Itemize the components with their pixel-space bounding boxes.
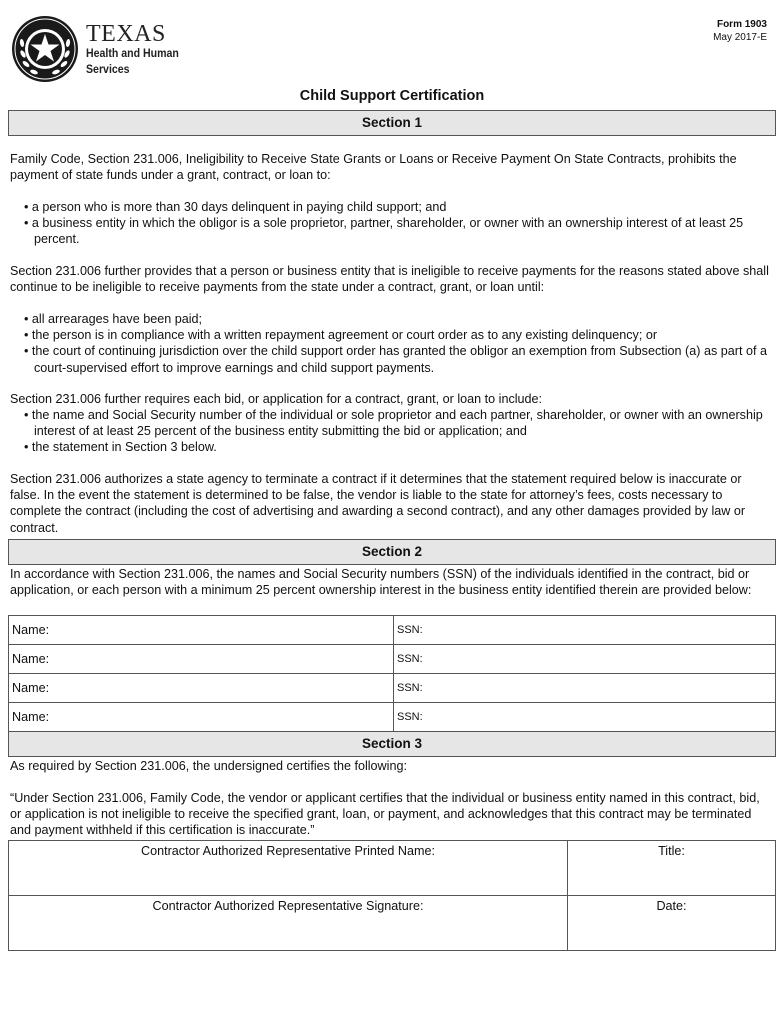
section-3-intro: As required by Section 231.006, the undersigned certifies the following:	[10, 759, 407, 773]
org-name-line2: Health and Human	[86, 48, 179, 60]
section-2-intro: In accordance with Section 231.006, the names and Social Security numbers (SSN) of the individuals identified in the contract, bid or application, or each person with a minimum 25 percent ownership interest in the business entity identified therein are provided below:	[10, 567, 752, 598]
name-ssn-table	[8, 615, 776, 732]
section-1-heading: Section 1	[8, 110, 776, 136]
org-name-line1: TEXAS	[86, 21, 166, 47]
list-item: • the name and Social Security number of the individual or sole proprietor and each partner, shareholder, or owner with an ownership interest of at least 25 percent of the business entity submitting the bid or application; and	[24, 408, 763, 439]
table-row	[9, 674, 776, 703]
list-item: • a person who is more than 30 days delinquent in paying child support; and	[24, 200, 447, 214]
table-row	[9, 896, 776, 951]
org-name-line3: Services	[86, 63, 130, 76]
form-date: May 2017-E	[713, 31, 767, 43]
list-item: • the person is in compliance with a written repayment agreement or court order as to any existing delinquency; or	[24, 328, 658, 343]
form-id	[713, 19, 767, 44]
section-2-heading: Section 2	[8, 539, 776, 565]
table-row	[9, 841, 776, 896]
title-field[interactable]: Title:	[568, 841, 776, 896]
list-item: • the court of continuing jurisdiction over the child support order has granted the obligor an exemption from Subsection (a) as part of a court-supervised effort to improve earnings and child support payments.	[24, 344, 767, 375]
texas-seal-icon	[10, 14, 80, 84]
org-name	[86, 22, 187, 77]
list-item: • a business entity in which the obligor is a sole proprietor, partner, shareholder, or owner with an ownership interest of at least 25 percent.	[24, 216, 744, 247]
date-field[interactable]: Date:	[568, 896, 776, 951]
table-row	[9, 703, 776, 732]
section-1-para2: Section 231.006 further provides that a person or business entity that is ineligible to receive payments for the reasons stated above shall continue to be ineligible to receive payments from the state under a contract, grant, or loan until:	[10, 264, 769, 295]
name-field[interactable]: Name:	[9, 674, 394, 703]
table-row	[9, 645, 776, 674]
ssn-field[interactable]: SSN:	[394, 616, 776, 645]
list-item: • the statement in Section 3 below.	[24, 440, 217, 455]
section-1-para3: Section 231.006 further requires each bid, or application for a contract, grant, or loan to include:	[10, 392, 543, 406]
ssn-field[interactable]: SSN:	[394, 674, 776, 703]
signature-field[interactable]: Contractor Authorized Representative Signature:	[9, 896, 568, 951]
section-3-heading: Section 3	[8, 731, 776, 757]
name-field[interactable]: Name:	[9, 703, 394, 732]
name-field[interactable]: Name:	[9, 616, 394, 645]
form-title: Child Support Certification	[299, 88, 485, 104]
section-1-bullets-a	[24, 199, 776, 248]
form-number: Form 1903	[716, 19, 767, 30]
printed-name-field[interactable]: Contractor Authorized Representative Printed Name:	[9, 841, 568, 896]
ssn-field[interactable]: SSN:	[394, 703, 776, 732]
section-1-bullets-c	[24, 407, 776, 456]
list-item: • all arrearages have been paid;	[24, 312, 203, 326]
signature-table	[8, 840, 776, 951]
table-row	[9, 616, 776, 645]
name-field[interactable]: Name:	[9, 645, 394, 674]
section-1-para4: Section 231.006 authorizes a state agency to terminate a contract if it determines that the statement required below is inaccurate or false. In the event the statement is determined to be false, the vendor is liable to the state for attorney’s fees, costs necessary to complete the contract (including the cost of advertising and awarding a second contract), and any other damages provided by law or contract.	[10, 472, 746, 535]
section-1-bullets-b	[24, 311, 776, 376]
ssn-field[interactable]: SSN:	[394, 645, 776, 674]
certification-statement: “Under Section 231.006, Family Code, the vendor or applicant certifies that the individual or business entity named in this contract, bid, or application is not ineligible to receive the specified grant, loan, or payment, and acknowledges that this contract may be terminated and payment withheld if this certification is inaccurate.”	[10, 791, 760, 838]
section-1-intro: Family Code, Section 231.006, Ineligibility to Receive State Grants or Loans or Receive Payment On State Contracts, prohibits the payment of state funds under a grant, contract, or loan to:	[10, 152, 737, 183]
